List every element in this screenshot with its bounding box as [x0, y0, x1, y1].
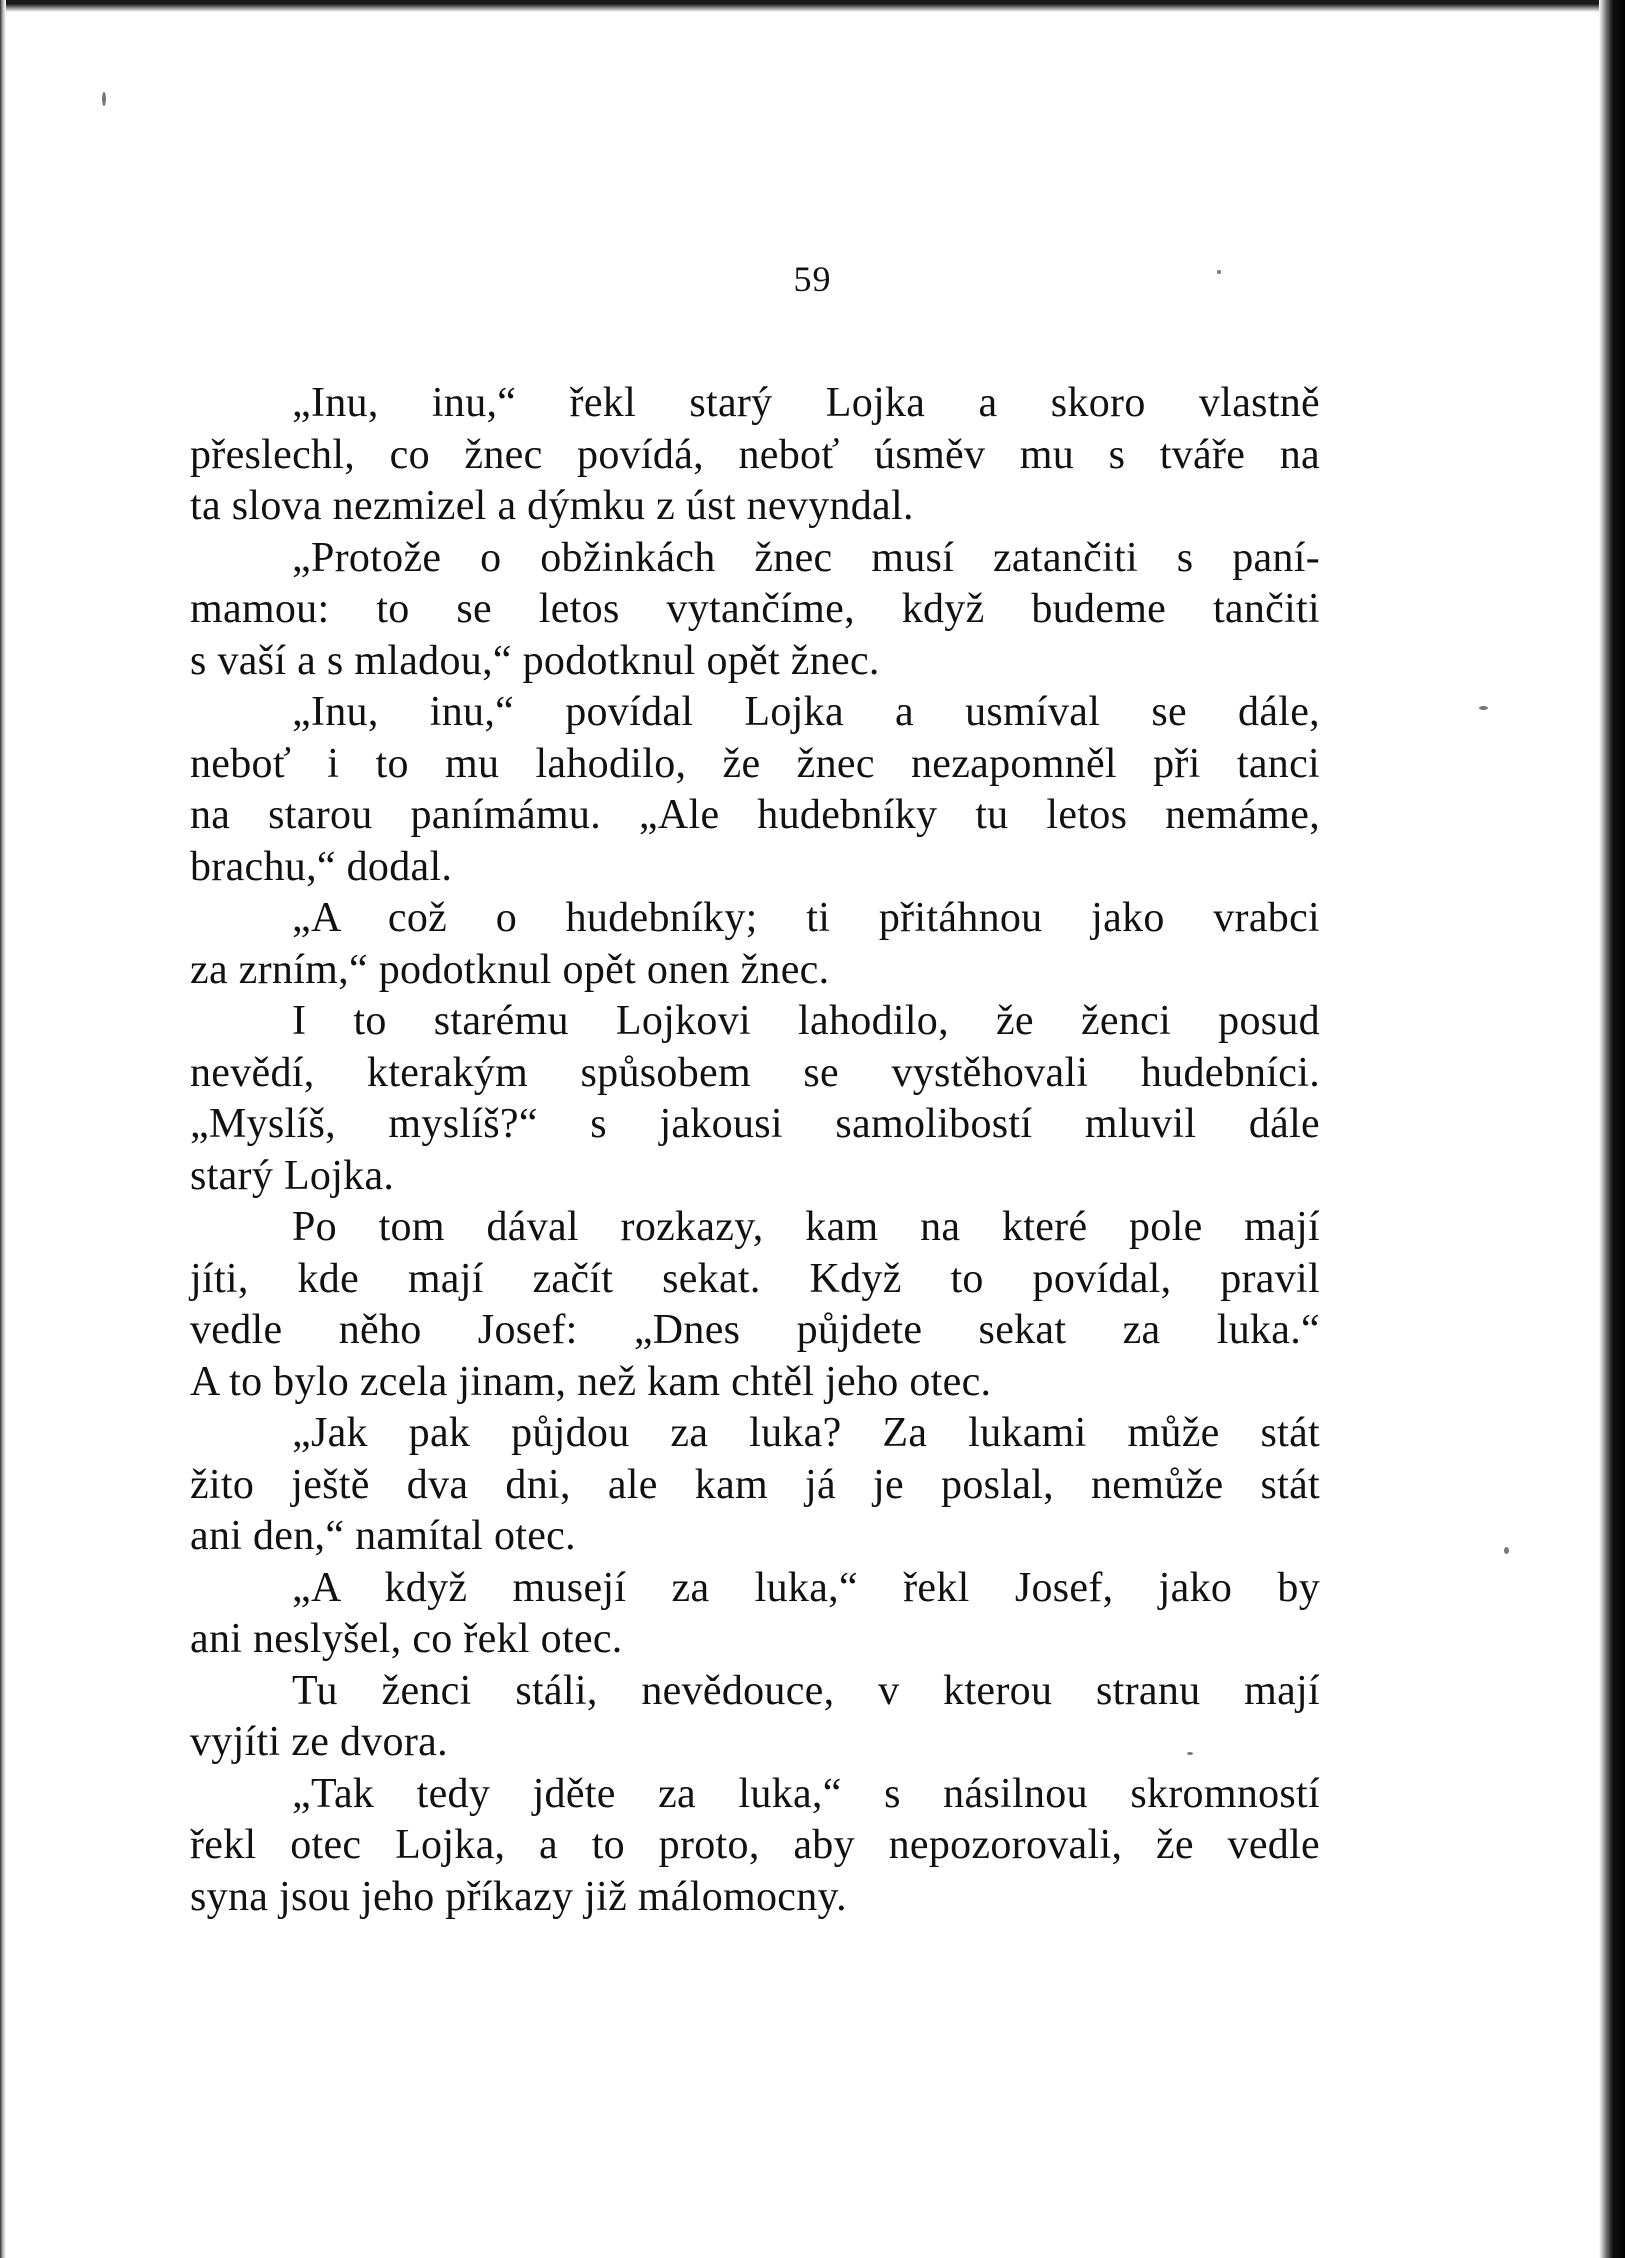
text-line: řekl otec Lojka, a to proto, aby nepozorovali, že vedle: [190, 1822, 1320, 1868]
text-line: ani neslyšel, co řekl otec.: [190, 1616, 623, 1662]
text-line: „Tak tedy jděte za luka,“ s násilnou skromností: [292, 1770, 1320, 1817]
text-line: vyjíti ze dvora.: [190, 1719, 448, 1765]
page-number: 59: [793, 259, 832, 299]
text-line: ta slova nezmizel a dýmku z úst nevyndal.: [190, 483, 914, 529]
text-line: nevědí, kterakým spůsobem se vystěhovali hudebníci.: [190, 1049, 1320, 1096]
text-line: „Inu, inu,“ řekl starý Lojka a skoro vlastně: [292, 380, 1320, 426]
text-line: „Jak pak půjdou za luka? Za lukami může stát: [292, 1410, 1320, 1456]
scan-speck: [102, 92, 106, 106]
scan-edge-left: [0, 0, 6, 2258]
text-line: „A když musejí za luka,“ řekl Josef, jako by: [292, 1564, 1320, 1611]
scan-edge-right: [1599, 0, 1625, 2258]
text-line: ani den,“ namítal otec.: [190, 1513, 576, 1559]
text-line: „A což o hudebníky; ti přitáhnou jako vrabci: [292, 895, 1320, 941]
scan-speck: [1504, 1547, 1509, 1554]
text-line: brachu,“ dodal.: [190, 843, 453, 890]
text-line: na starou panímámu. „Ale hudebníky tu letos nemáme,: [190, 792, 1320, 838]
text-line: s vaší a s mladou,“ podotknul opět žnec.: [190, 637, 880, 684]
text-line: jíti, kde mají začít sekat. Když to povídal, pravil: [190, 1255, 1320, 1302]
text-line: syna jsou jeho příkazy již málomocny.: [190, 1873, 847, 1920]
text-line: A to bylo zcela jinam, než kam chtěl jeho otec.: [190, 1358, 992, 1405]
scan-edge-top: [0, 0, 1625, 12]
text-line: za zrním,“ podotknul opět onen žnec.: [190, 946, 830, 993]
scan-speck: [1479, 706, 1488, 710]
text-line: přeslechl, co žnec povídá, neboť úsměv mu s tváře na: [190, 431, 1320, 478]
text-line: vedle něho Josef: „Dnes půjdete sekat za luka.“: [190, 1307, 1320, 1353]
text-line: Tu ženci stáli, nevědouce, v kterou stranu mají: [292, 1667, 1320, 1714]
text-line: „Inu, inu,“ povídal Lojka a usmíval se dále,: [292, 689, 1320, 735]
text-line: I to starému Lojkovi lahodilo, že ženci posud: [292, 998, 1320, 1044]
text-body: [190, 378, 1320, 1923]
text-line: starý Lojka.: [190, 1152, 395, 1199]
text-line: „Myslíš, myslíš?“ s jakousi samolibostí mluvil dále: [190, 1101, 1320, 1147]
text-line: žito ještě dva dni, ale kam já je poslal, nemůže stát: [190, 1461, 1320, 1508]
text-line: mamou: to se letos vytančíme, když budeme tančiti: [190, 586, 1320, 632]
text-line: neboť i to mu lahodilo, že žnec nezapomněl při tanci: [190, 740, 1320, 787]
text-line: Po tom dával rozkazy, kam na které pole mají: [292, 1204, 1320, 1250]
text-line: „Protože o obžinkách žnec musí zatančiti s paní-: [292, 534, 1320, 581]
